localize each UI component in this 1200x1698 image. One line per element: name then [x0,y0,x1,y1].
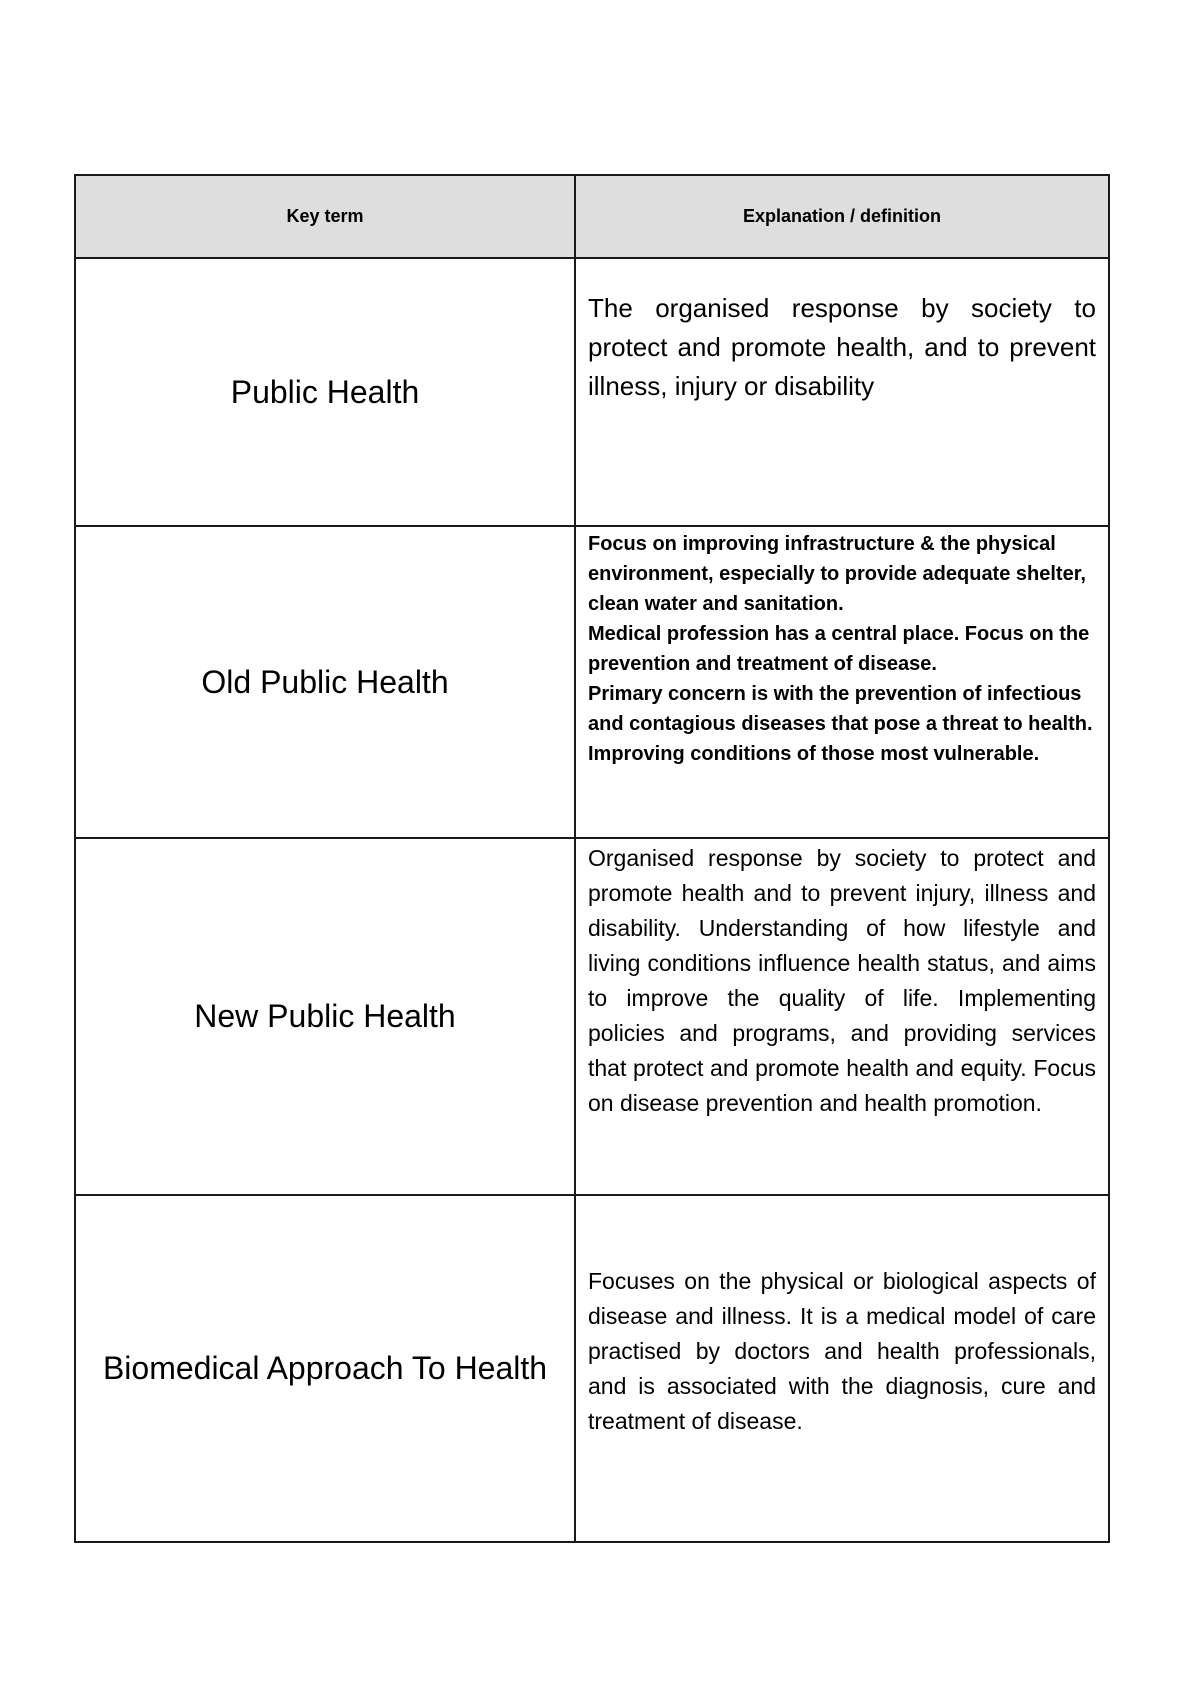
table-row [75,838,1109,1195]
term-cell: New Public Health [75,838,575,1195]
definition-cell [575,258,1109,526]
definition-text: Focuses on the physical or biological aspects of disease and illness. It is a medical model of care practised by doctors and health professionals, and is associated with the diagnosis, cure and treatment of disease. [588,1268,1096,1434]
term-cell: Old Public Health [75,526,575,838]
definition-text: The organised response by society to protect and promote health, and to prevent illness, injury or disability [588,293,1096,401]
table-header-row [75,175,1109,258]
table-row [75,526,1109,838]
definition-text: Primary concern is with the prevention of infectious and contagious diseases that pose a threat to health. Improving conditions of those most vulnerable. [588,683,1093,765]
definition-cell [575,526,1109,838]
header-key-term: Key term [75,175,575,258]
definition-cell [575,1195,1109,1542]
table-row [75,258,1109,526]
definition-text: Focus on improving infrastructure & the physical environment, especially to provide adequate shelter, clean water and sanitation. [588,533,1086,615]
term-cell: Biomedical Approach To Health [75,1195,575,1542]
key-terms-table [74,174,1110,1543]
definition-cell [575,838,1109,1195]
table-row [75,1195,1109,1542]
definition-text: Organised response by society to protect and promote health and to prevent injury, illness and disability. Understanding of how lifestyle and living conditions influence health status, and aims to improve the quality of life. Implementing policies and programs, and providing services that protect and promote health and equity. Focus on disease prevention and health promotion. [588,845,1096,1116]
definition-text: Medical profession has a central place. Focus on the prevention and treatment of disease. [588,623,1090,675]
term-cell: Public Health [75,258,575,526]
header-explanation: Explanation / definition [575,175,1109,258]
